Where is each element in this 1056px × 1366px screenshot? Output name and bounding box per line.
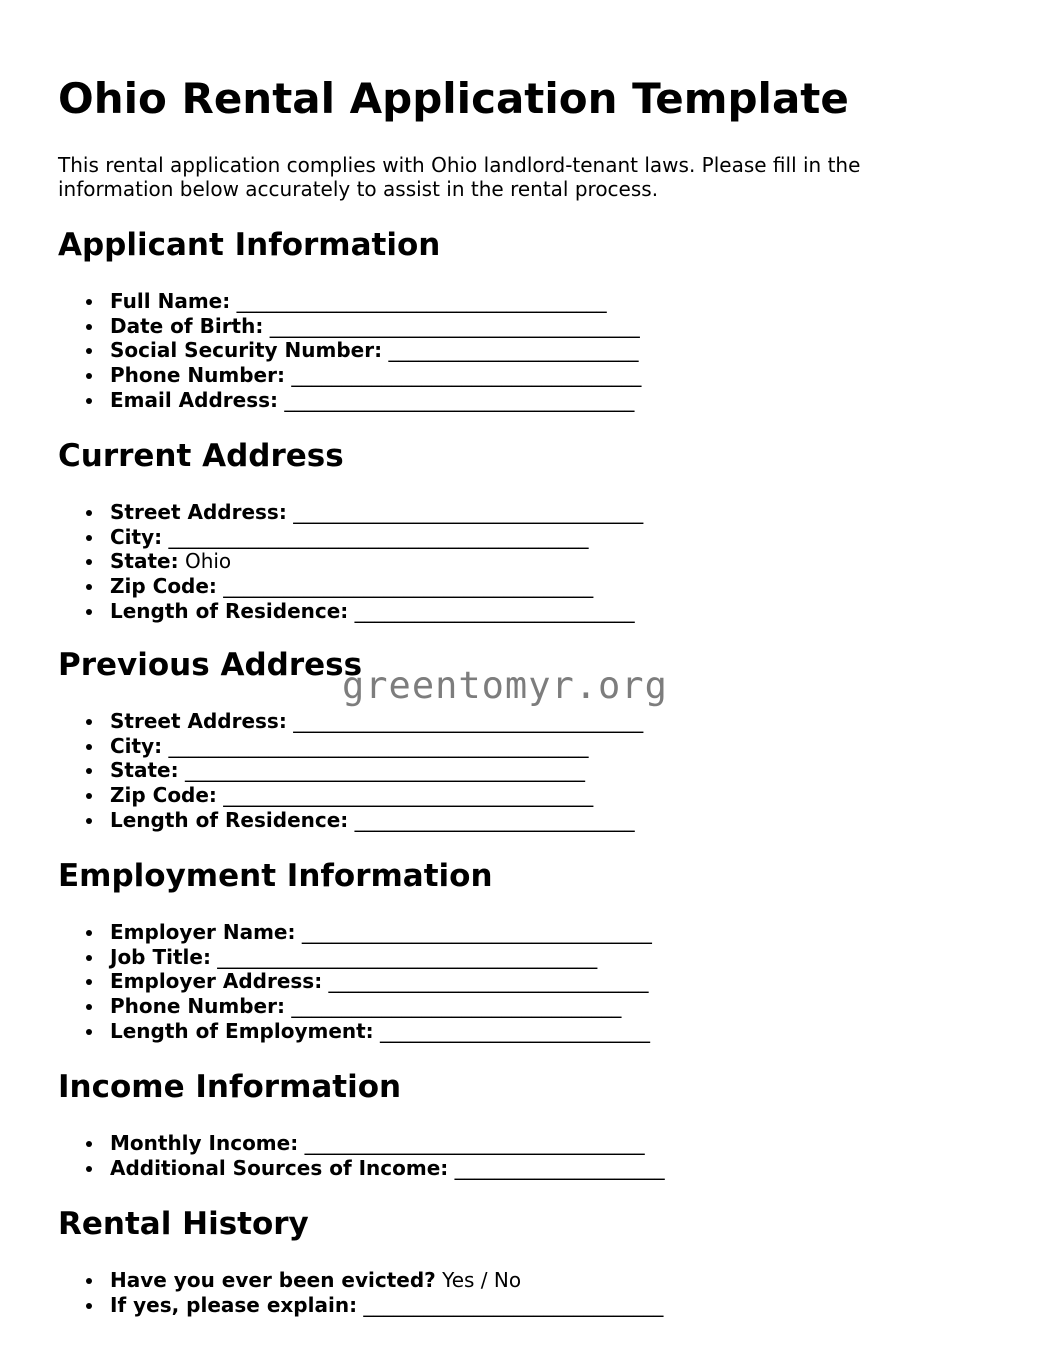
list-item[interactable]: Phone Number: _________________________________: [58, 994, 652, 1019]
page-title: Ohio Rental Application Template: [58, 74, 849, 123]
blank-field[interactable]: ________________________________: [328, 969, 649, 994]
income-fields-list: [58, 1131, 665, 1180]
blank-field[interactable]: ____________________________: [354, 598, 635, 623]
list-item[interactable]: Length of Residence: ____________________________: [58, 599, 643, 624]
list-item[interactable]: Additional Sources of Income: _____________________: [58, 1156, 665, 1181]
eviction-answer[interactable]: Yes / No: [442, 1268, 522, 1292]
list-item[interactable]: Phone Number: ___________________________________: [58, 363, 641, 388]
list-item[interactable]: Social Security Number: _________________________: [58, 338, 641, 363]
blank-field[interactable]: __________________________________________: [168, 524, 589, 549]
blank-field[interactable]: __________________________________: [304, 1131, 645, 1155]
list-item[interactable]: Street Address: ___________________________________: [58, 500, 643, 525]
list-item[interactable]: Email Address: ___________________________________: [58, 388, 641, 413]
list-item[interactable]: Job Title: ______________________________________: [58, 945, 652, 970]
blank-field[interactable]: ___________________________________: [293, 709, 644, 733]
list-item[interactable]: City: __________________________________________: [58, 525, 643, 550]
blank-field[interactable]: ______________________________: [363, 1292, 664, 1317]
blank-field[interactable]: _____________________________________: [223, 783, 594, 808]
rental-history-fields-list: [58, 1268, 663, 1317]
section-heading-current-address: Current Address: [58, 438, 344, 474]
list-item[interactable]: Monthly Income: __________________________________: [58, 1131, 665, 1156]
blank-field[interactable]: ___________________________: [380, 1018, 651, 1043]
list-item[interactable]: Date of Birth: _____________________________________: [58, 314, 641, 339]
blank-field[interactable]: _____________________________________: [236, 289, 607, 313]
current-address-fields-list: [58, 500, 643, 623]
section-heading-income: Income Information: [58, 1069, 402, 1105]
blank-field[interactable]: _____________________________________: [223, 574, 594, 599]
blank-field[interactable]: ______________________________________: [217, 944, 598, 969]
state-value: Ohio: [184, 549, 232, 574]
list-item[interactable]: Length of Employment: ___________________________: [58, 1019, 652, 1044]
blank-field[interactable]: ___________________________________: [291, 363, 642, 388]
section-heading-rental-history: Rental History: [58, 1206, 309, 1242]
blank-field[interactable]: _____________________________________: [269, 313, 640, 338]
list-item[interactable]: State: Ohio: [58, 549, 643, 574]
blank-field[interactable]: _________________________: [388, 338, 639, 363]
applicant-fields-list: [58, 289, 641, 412]
list-item[interactable]: City: __________________________________________: [58, 734, 643, 759]
list-item[interactable]: Full Name: _____________________________________: [58, 289, 641, 314]
blank-field[interactable]: ___________________________________: [301, 920, 652, 944]
blank-field[interactable]: _________________________________: [291, 994, 622, 1019]
blank-field[interactable]: __________________________________________: [168, 733, 589, 758]
list-item[interactable]: If yes, please explain: ______________________________: [58, 1293, 663, 1318]
previous-address-fields-list: [58, 709, 643, 832]
section-heading-applicant: Applicant Information: [58, 227, 441, 263]
list-item[interactable]: Length of Residence: ____________________________: [58, 808, 643, 833]
section-heading-previous-address: Previous Address: [58, 647, 363, 683]
list-item[interactable]: Zip Code: _____________________________________: [58, 574, 643, 599]
blank-field[interactable]: _____________________: [454, 1155, 665, 1180]
list-item[interactable]: Street Address: ___________________________________: [58, 709, 643, 734]
list-item[interactable]: Zip Code: _____________________________________: [58, 783, 643, 808]
blank-field[interactable]: ___________________________________: [293, 500, 644, 524]
list-item[interactable]: Employer Address: ________________________________: [58, 969, 652, 994]
intro-paragraph: This rental application complies with Ohio landlord-tenant laws. Please fill in the information below accurately to assist in the rental process.: [58, 153, 861, 201]
list-item[interactable]: Employer Name: ___________________________________: [58, 920, 652, 945]
watermark-text: greentomyr.org: [342, 664, 668, 707]
blank-field[interactable]: ___________________________________: [284, 387, 635, 412]
list-item[interactable]: Have you ever been evicted? Yes / No: [58, 1268, 663, 1293]
blank-field[interactable]: ________________________________________: [184, 758, 585, 783]
section-heading-employment: Employment Information: [58, 858, 493, 894]
list-item[interactable]: State: ________________________________________: [58, 758, 643, 783]
employment-fields-list: [58, 920, 652, 1043]
blank-field[interactable]: ____________________________: [354, 807, 635, 832]
